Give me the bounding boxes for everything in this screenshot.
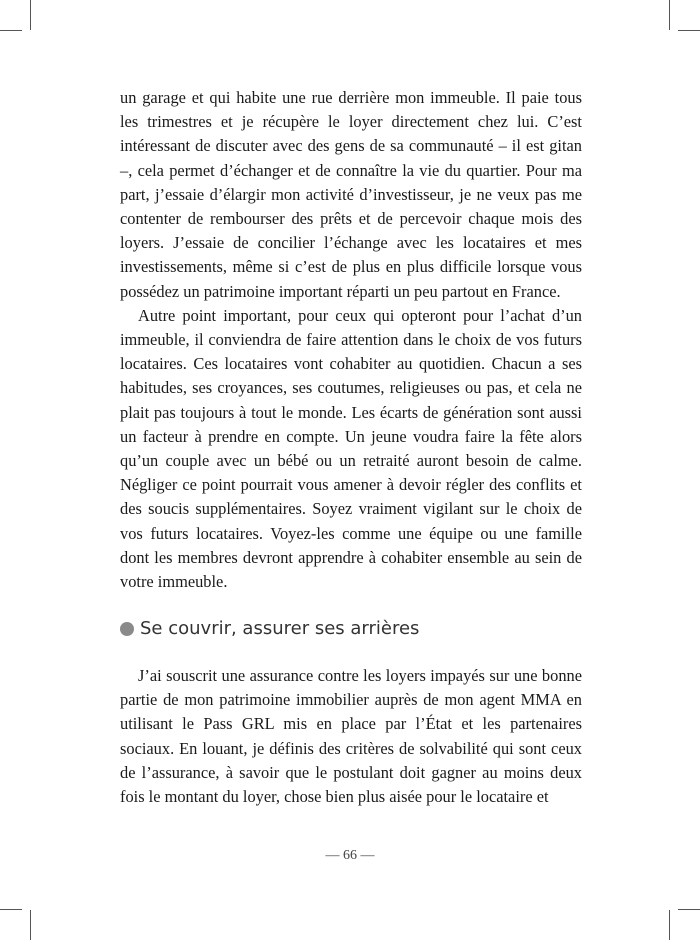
crop-mark-top-left-h [0,30,22,31]
section-heading-text: Se couvrir, assurer ses arrières [140,618,420,639]
crop-mark-bottom-left [30,910,31,940]
paragraph-3: J’ai souscrit une assurance contre les loyers impayés sur une bonne partie de mon patrimoine immobilier auprès de mon agent MMA en utilisant le Pass GRL mis en place par l’État et les partenaires sociaux. En louant, je définis des critères de solvabilité qui sont ceux de l’assurance, à savoir que le postulant doit gagner au moins deux fois le montant du loyer, chose bien plus aisée pour le locataire et [120,666,582,807]
crop-mark-top-right [669,0,670,30]
section-heading [120,618,419,639]
body-text-top [120,86,582,594]
page-number: — 66 — [325,848,375,863]
paragraph-2: Autre point important, pour ceux qui opteront pour l’achat d’un immeuble, il conviendra de faire attention dans le choix de vos futurs locataires. Ces locataires vont cohabiter au quotidien. Chacun a ses habitudes, ses croyances, ses coutumes, religieuses ou pas, et cela ne plait pas toujours à tout le monde. Les écarts de génération sont aussi un facteur à prendre en compte. Un jeune voudra faire la fête alors qu’un couple avec un bébé ou un retraité auront besoin de calme. Négliger ce point pourrait vous amener à devoir régler des conflits et des soucis supplémentaires. Soyez vraiment vigilant sur le choix de vos futurs locataires. Voyez-les comme une équipe ou une famille dont les membres devront apprendre à cohabiter ensemble au sein de votre immeuble. [120,305,582,592]
paragraph-1: un garage et qui habite une rue derrière mon immeuble. Il paie tous les trimestres et je récupère le loyer directement chez lui. C’est intéressant de discuter avec des gens de sa communauté – il est gitan –, cela permet d’échanger et de connaître la vie du quartier. Pour ma part, j’essaie d’élargir mon activité d’investisseur, je ne veux pas me contenter de rembourser des prêts et de percevoir chaque mois des loyers. J’essaie de concilier l’échange avec les locataires et mes investissements, même si c’est de plus en plus difficile lorsque vous possédez un patrimoine important réparti un peu partout en France. [120,88,582,301]
crop-mark-bottom-right [669,910,670,940]
crop-mark-bottom-left-h [0,909,22,910]
crop-mark-bottom-right-h [678,909,700,910]
body-text-bottom [120,664,582,809]
crop-mark-top-right-h [678,30,700,31]
bullet-icon [120,622,134,636]
crop-mark-top-left [30,0,31,30]
